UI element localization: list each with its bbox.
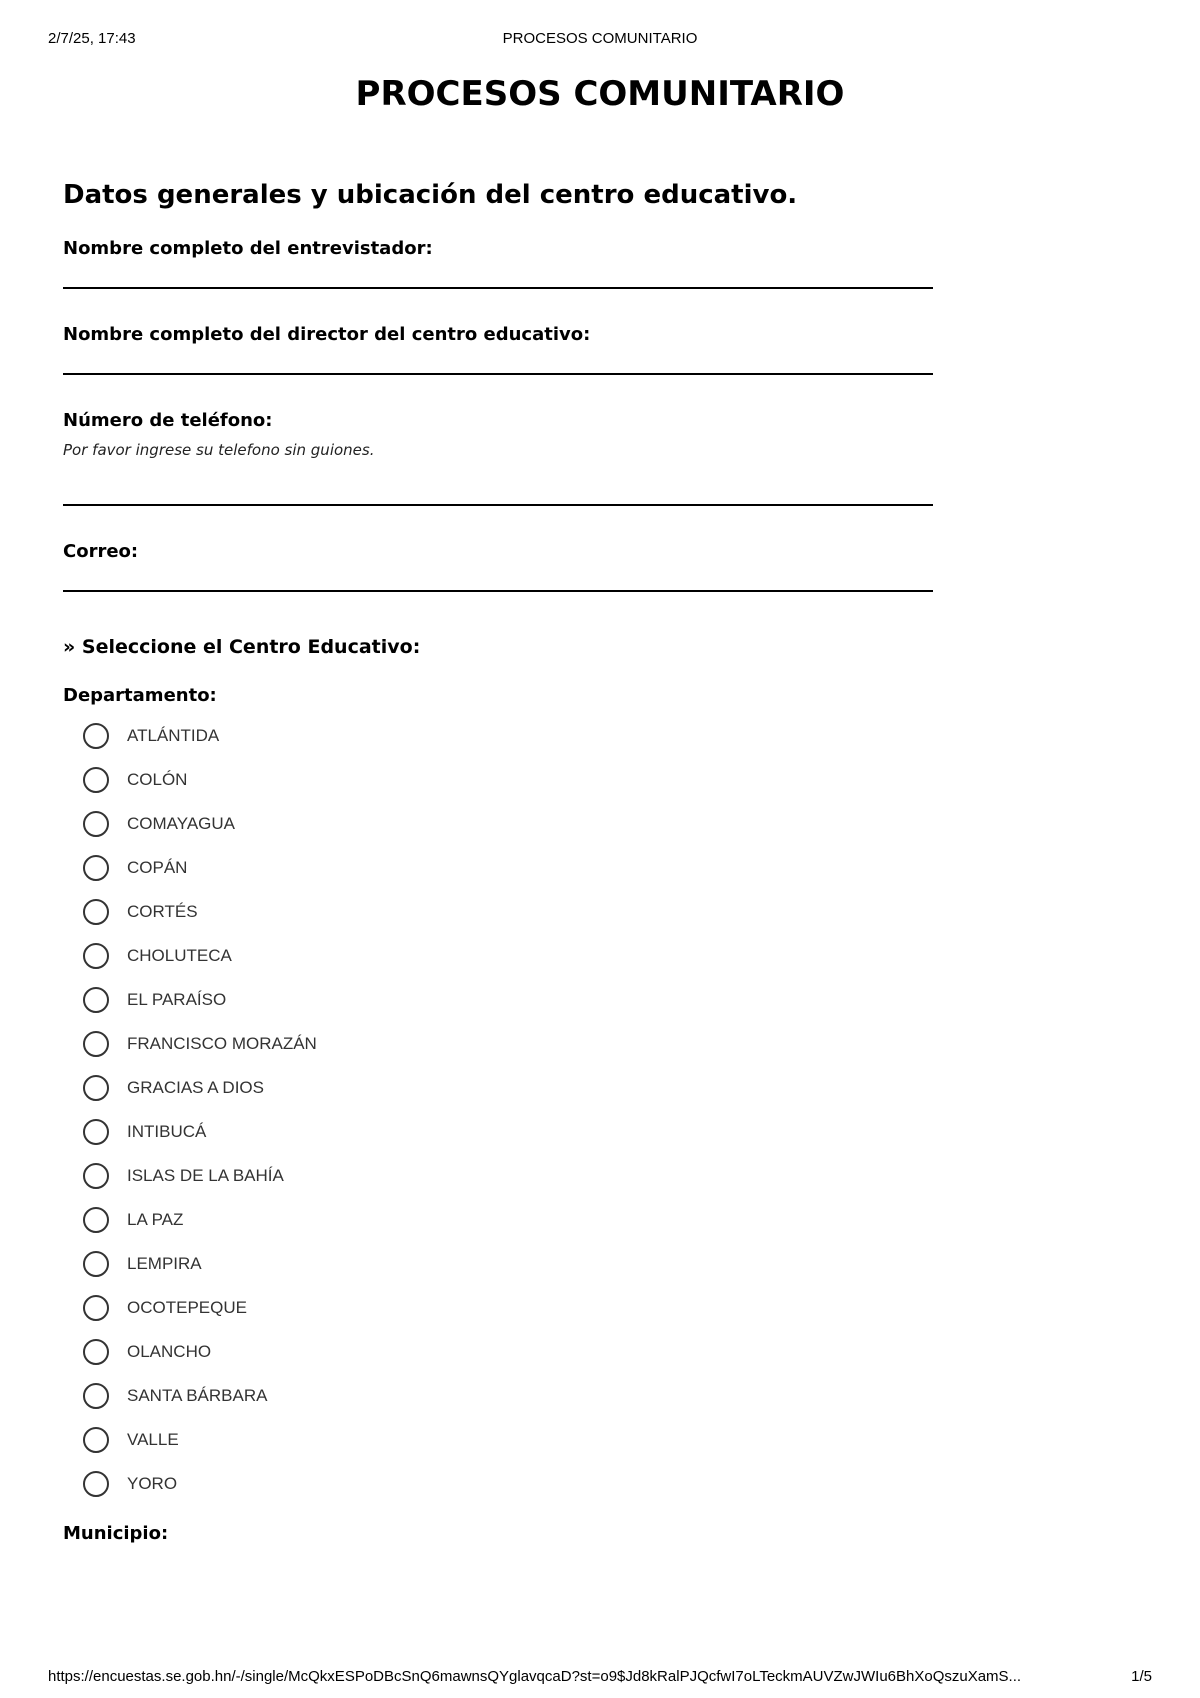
radio-button[interactable]: [83, 767, 109, 793]
radio-button[interactable]: [83, 987, 109, 1013]
department-option-label: YORO: [127, 1474, 178, 1493]
radio-button[interactable]: [83, 943, 109, 969]
interviewer-field: [63, 237, 933, 289]
radio-button[interactable]: [83, 1339, 109, 1365]
department-option-label: LA PAZ: [127, 1210, 184, 1229]
email-input[interactable]: [63, 590, 933, 592]
print-title: PROCESOS COMUNITARIO: [502, 30, 698, 47]
department-option[interactable]: [63, 714, 933, 758]
department-option[interactable]: [63, 758, 933, 802]
page-number: 1/5: [1131, 1668, 1152, 1685]
radio-button[interactable]: [83, 855, 109, 881]
department-option-label: CORTÉS: [127, 902, 198, 921]
radio-button[interactable]: [83, 1207, 109, 1233]
director-field: [63, 323, 933, 375]
print-date: 2/7/25, 17:43: [48, 30, 136, 47]
department-option-label: INTIBUCÁ: [127, 1122, 207, 1141]
radio-button[interactable]: [83, 811, 109, 837]
department-option-label: CHOLUTECA: [127, 946, 232, 965]
page-title: PROCESOS COMUNITARIO: [355, 74, 845, 114]
department-option[interactable]: [63, 1374, 933, 1418]
department-option[interactable]: [63, 934, 933, 978]
radio-button[interactable]: [83, 1295, 109, 1321]
print-header: [0, 30, 1200, 50]
department-option[interactable]: [63, 978, 933, 1022]
municipality-label: Municipio:: [63, 1523, 169, 1544]
survey-form: [63, 178, 933, 1546]
radio-button[interactable]: [83, 1075, 109, 1101]
print-footer: [0, 1668, 1200, 1698]
department-option-label: COPÁN: [127, 858, 188, 877]
department-option[interactable]: [63, 1110, 933, 1154]
phone-input[interactable]: [63, 504, 933, 506]
radio-button[interactable]: [83, 1251, 109, 1277]
section-title: Datos generales y ubicación del centro educativo.: [63, 180, 798, 210]
department-option[interactable]: [63, 1462, 933, 1506]
department-option-label: OLANCHO: [127, 1342, 212, 1361]
interviewer-input[interactable]: [63, 287, 933, 289]
email-label: Correo:: [63, 541, 139, 562]
radio-button[interactable]: [83, 1383, 109, 1409]
department-option[interactable]: [63, 1286, 933, 1330]
radio-button[interactable]: [83, 899, 109, 925]
radio-button[interactable]: [83, 1427, 109, 1453]
department-option-label: COLÓN: [127, 770, 188, 789]
email-field: [63, 540, 933, 592]
department-radio-group: [63, 714, 933, 1506]
department-label: Departamento:: [63, 685, 217, 706]
department-option[interactable]: [63, 1330, 933, 1374]
radio-button[interactable]: [83, 1163, 109, 1189]
radio-button[interactable]: [83, 1471, 109, 1497]
director-input[interactable]: [63, 373, 933, 375]
print-url: https://encuestas.se.gob.hn/-/single/McQkxESPoDBcSnQ6mawnsQYglavqcaD?st=o9$Jd8kRalPJQcfwI7oLTeckmAUVZwJWIu6BhXoQszuXamS...: [48, 1668, 1022, 1685]
department-option[interactable]: [63, 1022, 933, 1066]
department-option-label: FRANCISCO MORAZÁN: [127, 1034, 317, 1053]
phone-field: [63, 409, 933, 506]
phone-hint: Por favor ingrese su telefono sin guiones.: [63, 441, 375, 459]
department-option[interactable]: [63, 1418, 933, 1462]
department-option-label: OCOTEPEQUE: [127, 1298, 247, 1317]
department-option[interactable]: [63, 802, 933, 846]
department-option-label: EL PARAÍSO: [127, 990, 227, 1009]
department-option[interactable]: [63, 890, 933, 934]
department-option-label: VALLE: [127, 1430, 179, 1449]
department-option-label: GRACIAS A DIOS: [127, 1078, 264, 1097]
department-option[interactable]: [63, 1242, 933, 1286]
radio-button[interactable]: [83, 1119, 109, 1145]
department-option-label: LEMPIRA: [127, 1254, 202, 1273]
department-option-label: ATLÁNTIDA: [127, 726, 220, 745]
department-option[interactable]: [63, 1154, 933, 1198]
phone-label: Número de teléfono:: [63, 410, 273, 431]
department-option[interactable]: [63, 1066, 933, 1110]
radio-button[interactable]: [83, 723, 109, 749]
department-option-label: ISLAS DE LA BAHÍA: [127, 1166, 284, 1185]
interviewer-label: Nombre completo del entrevistador:: [63, 238, 433, 259]
department-option[interactable]: [63, 1198, 933, 1242]
department-option[interactable]: [63, 846, 933, 890]
subsection-title: » Seleccione el Centro Educativo:: [63, 636, 421, 658]
radio-button[interactable]: [83, 1031, 109, 1057]
department-option-label: SANTA BÁRBARA: [127, 1386, 268, 1405]
director-label: Nombre completo del director del centro educativo:: [63, 324, 591, 345]
department-option-label: COMAYAGUA: [127, 814, 235, 833]
